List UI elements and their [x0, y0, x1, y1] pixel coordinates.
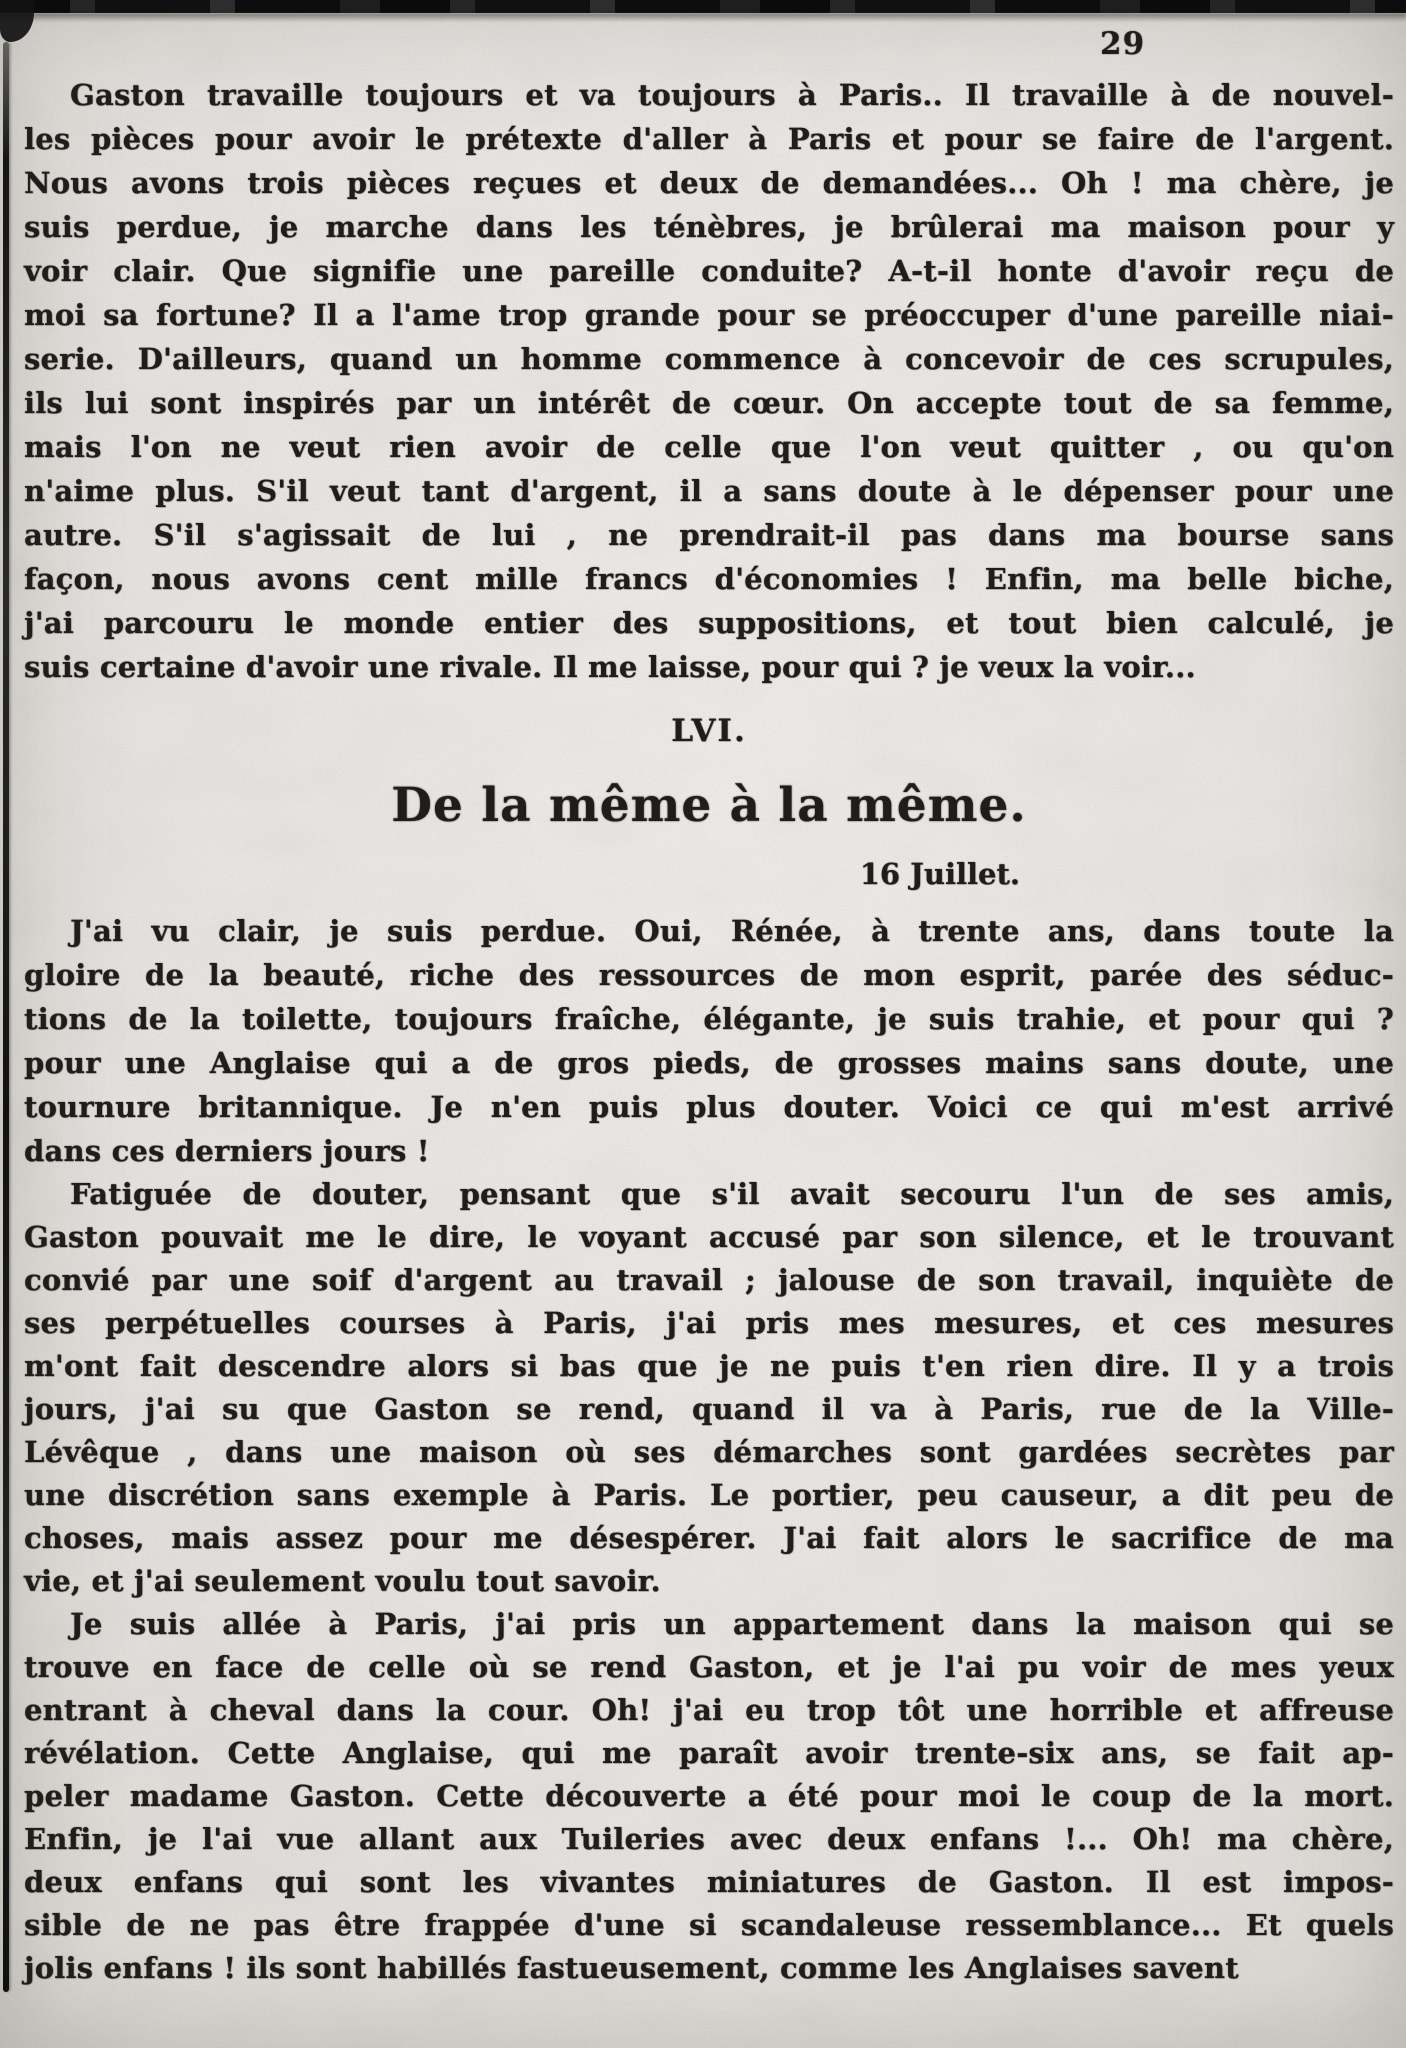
- paragraph: [24, 909, 1394, 1173]
- text-line: suis perdue, je marche dans les ténèbres, je brûlerai ma maison pour y: [24, 210, 1394, 244]
- text-line: m'ont fait descendre alors si bas que je ne puis t'en rien dire. Il y a trois: [24, 1349, 1394, 1383]
- paragraph: [24, 1173, 1394, 1603]
- text-line: voir clair. Que signifie une pareille conduite? A-t-il honte d'avoir reçu de: [24, 254, 1394, 288]
- text-line: Lévêque , dans une maison où ses démarches sont gardées secrètes par: [24, 1435, 1394, 1469]
- scan-top-smear-artifact: [0, 13, 1406, 22]
- text-line: les pièces pour avoir le prétexte d'aller à Paris et pour se faire de l'argent.: [24, 122, 1394, 156]
- text-line: moi sa fortune? Il a l'ame trop grande pour se préoccuper d'une pareille niai-: [24, 298, 1394, 332]
- text-line: serie. D'ailleurs, quand un homme commence à concevoir de ces scrupules,: [24, 342, 1394, 376]
- text-line: ses perpétuelles courses à Paris, j'ai pris mes mesures, et ces mesures: [24, 1306, 1394, 1340]
- text-line: choses, mais assez pour me désespérer. J'ai fait alors le sacrifice de ma: [24, 1521, 1394, 1555]
- text-line: dans ces derniers jours !: [24, 1134, 430, 1168]
- letter-date: 16 Juillet.: [859, 857, 1020, 891]
- text-line: pour une Anglaise qui a de gros pieds, de grosses mains sans doute, une: [24, 1046, 1394, 1080]
- text-line: tions de la toilette, toujours fraîche, élégante, je suis trahie, et pour qui ?: [24, 1002, 1394, 1036]
- text-line: peler madame Gaston. Cette découverte a été pour moi le coup de la mort.: [24, 1779, 1394, 1813]
- text-line: Je suis allée à Paris, j'ai pris un appartement dans la maison qui se: [70, 1607, 1394, 1641]
- scan-left-edge-artifact: [3, 42, 9, 1992]
- text-line: mais l'on ne veut rien avoir de celle que l'on veut quitter , ou qu'on: [24, 430, 1394, 464]
- text-line: j'ai parcouru le monde entier des suppositions, et tout bien calculé, je: [24, 606, 1394, 640]
- section-title: De la même à la même.: [391, 778, 1027, 833]
- text-line: autre. S'il s'agissait de lui , ne prendrait-il pas dans ma bourse sans: [24, 518, 1394, 552]
- text-line: gloire de la beauté, riche des ressources de mon esprit, parée des séduc-: [24, 958, 1394, 992]
- text-line: révélation. Cette Anglaise, qui me paraît avoir trente-six ans, se fait ap-: [24, 1736, 1394, 1770]
- text-line: entrant à cheval dans la cour. Oh! j'ai eu trop tôt une horrible et affreuse: [24, 1693, 1394, 1727]
- text-line: une discrétion sans exemple à Paris. Le portier, peu causeur, a dit peu de: [24, 1478, 1394, 1512]
- text-line: n'aime plus. S'il veut tant d'argent, il a sans doute à le dépenser pour une: [24, 474, 1394, 508]
- text-line: convié par une soif d'argent au travail ; jalouse de son travail, inquiète de: [24, 1263, 1394, 1297]
- text-line: Gaston pouvait me le dire, le voyant accusé par son silence, et le trouvant: [24, 1220, 1394, 1254]
- text-line: Gaston travaille toujours et va toujours à Paris.. Il travaille à de nouvel-: [70, 78, 1394, 112]
- text-line: façon, nous avons cent mille francs d'économies ! Enfin, ma belle biche,: [24, 562, 1394, 596]
- paragraph-continued: [24, 73, 1394, 689]
- text-line: jolis enfans ! ils sont habillés fastueusement, comme les Anglaises savent: [24, 1951, 1239, 1985]
- paragraph: [24, 1603, 1394, 1990]
- text-line: ils lui sont inspirés par un intérêt de cœur. On accepte tout de sa femme,: [24, 386, 1394, 420]
- text-line: deux enfans qui sont les vivantes miniatures de Gaston. Il est impos-: [24, 1865, 1394, 1899]
- scan-top-edge-artifact: [0, 0, 1406, 13]
- scan-corner-artifact: [0, 0, 34, 42]
- text-column: [24, 73, 1394, 1990]
- text-line: J'ai vu clair, je suis perdue. Oui, Rénée, à trente ans, dans toute la: [70, 914, 1394, 948]
- text-line: Enfin, je l'ai vue allant aux Tuileries avec deux enfans !... Oh! ma chère,: [24, 1822, 1394, 1856]
- text-line: sible de ne pas être frappée d'une si scandaleuse ressemblance... Et quels: [24, 1908, 1394, 1942]
- text-line: vie, et j'ai seulement voulu tout savoir.: [24, 1564, 661, 1598]
- section-number: LVI.: [671, 713, 747, 749]
- text-line: suis certaine d'avoir une rivale. Il me laisse, pour qui ? je veux la voir...: [24, 650, 1196, 684]
- text-line: trouve en face de celle où se rend Gaston, et je l'ai pu voir de mes yeux: [24, 1650, 1394, 1684]
- text-line: Nous avons trois pièces reçues et deux de demandées... Oh ! ma chère, je: [24, 166, 1394, 200]
- text-line: jours, j'ai su que Gaston se rend, quand il va à Paris, rue de la Ville-: [24, 1392, 1394, 1426]
- text-line: tournure britannique. Je n'en puis plus douter. Voici ce qui m'est arrivé: [24, 1090, 1394, 1124]
- page-number: 29: [1100, 26, 1146, 62]
- text-line: Fatiguée de douter, pensant que s'il avait secouru l'un de ses amis,: [70, 1177, 1394, 1211]
